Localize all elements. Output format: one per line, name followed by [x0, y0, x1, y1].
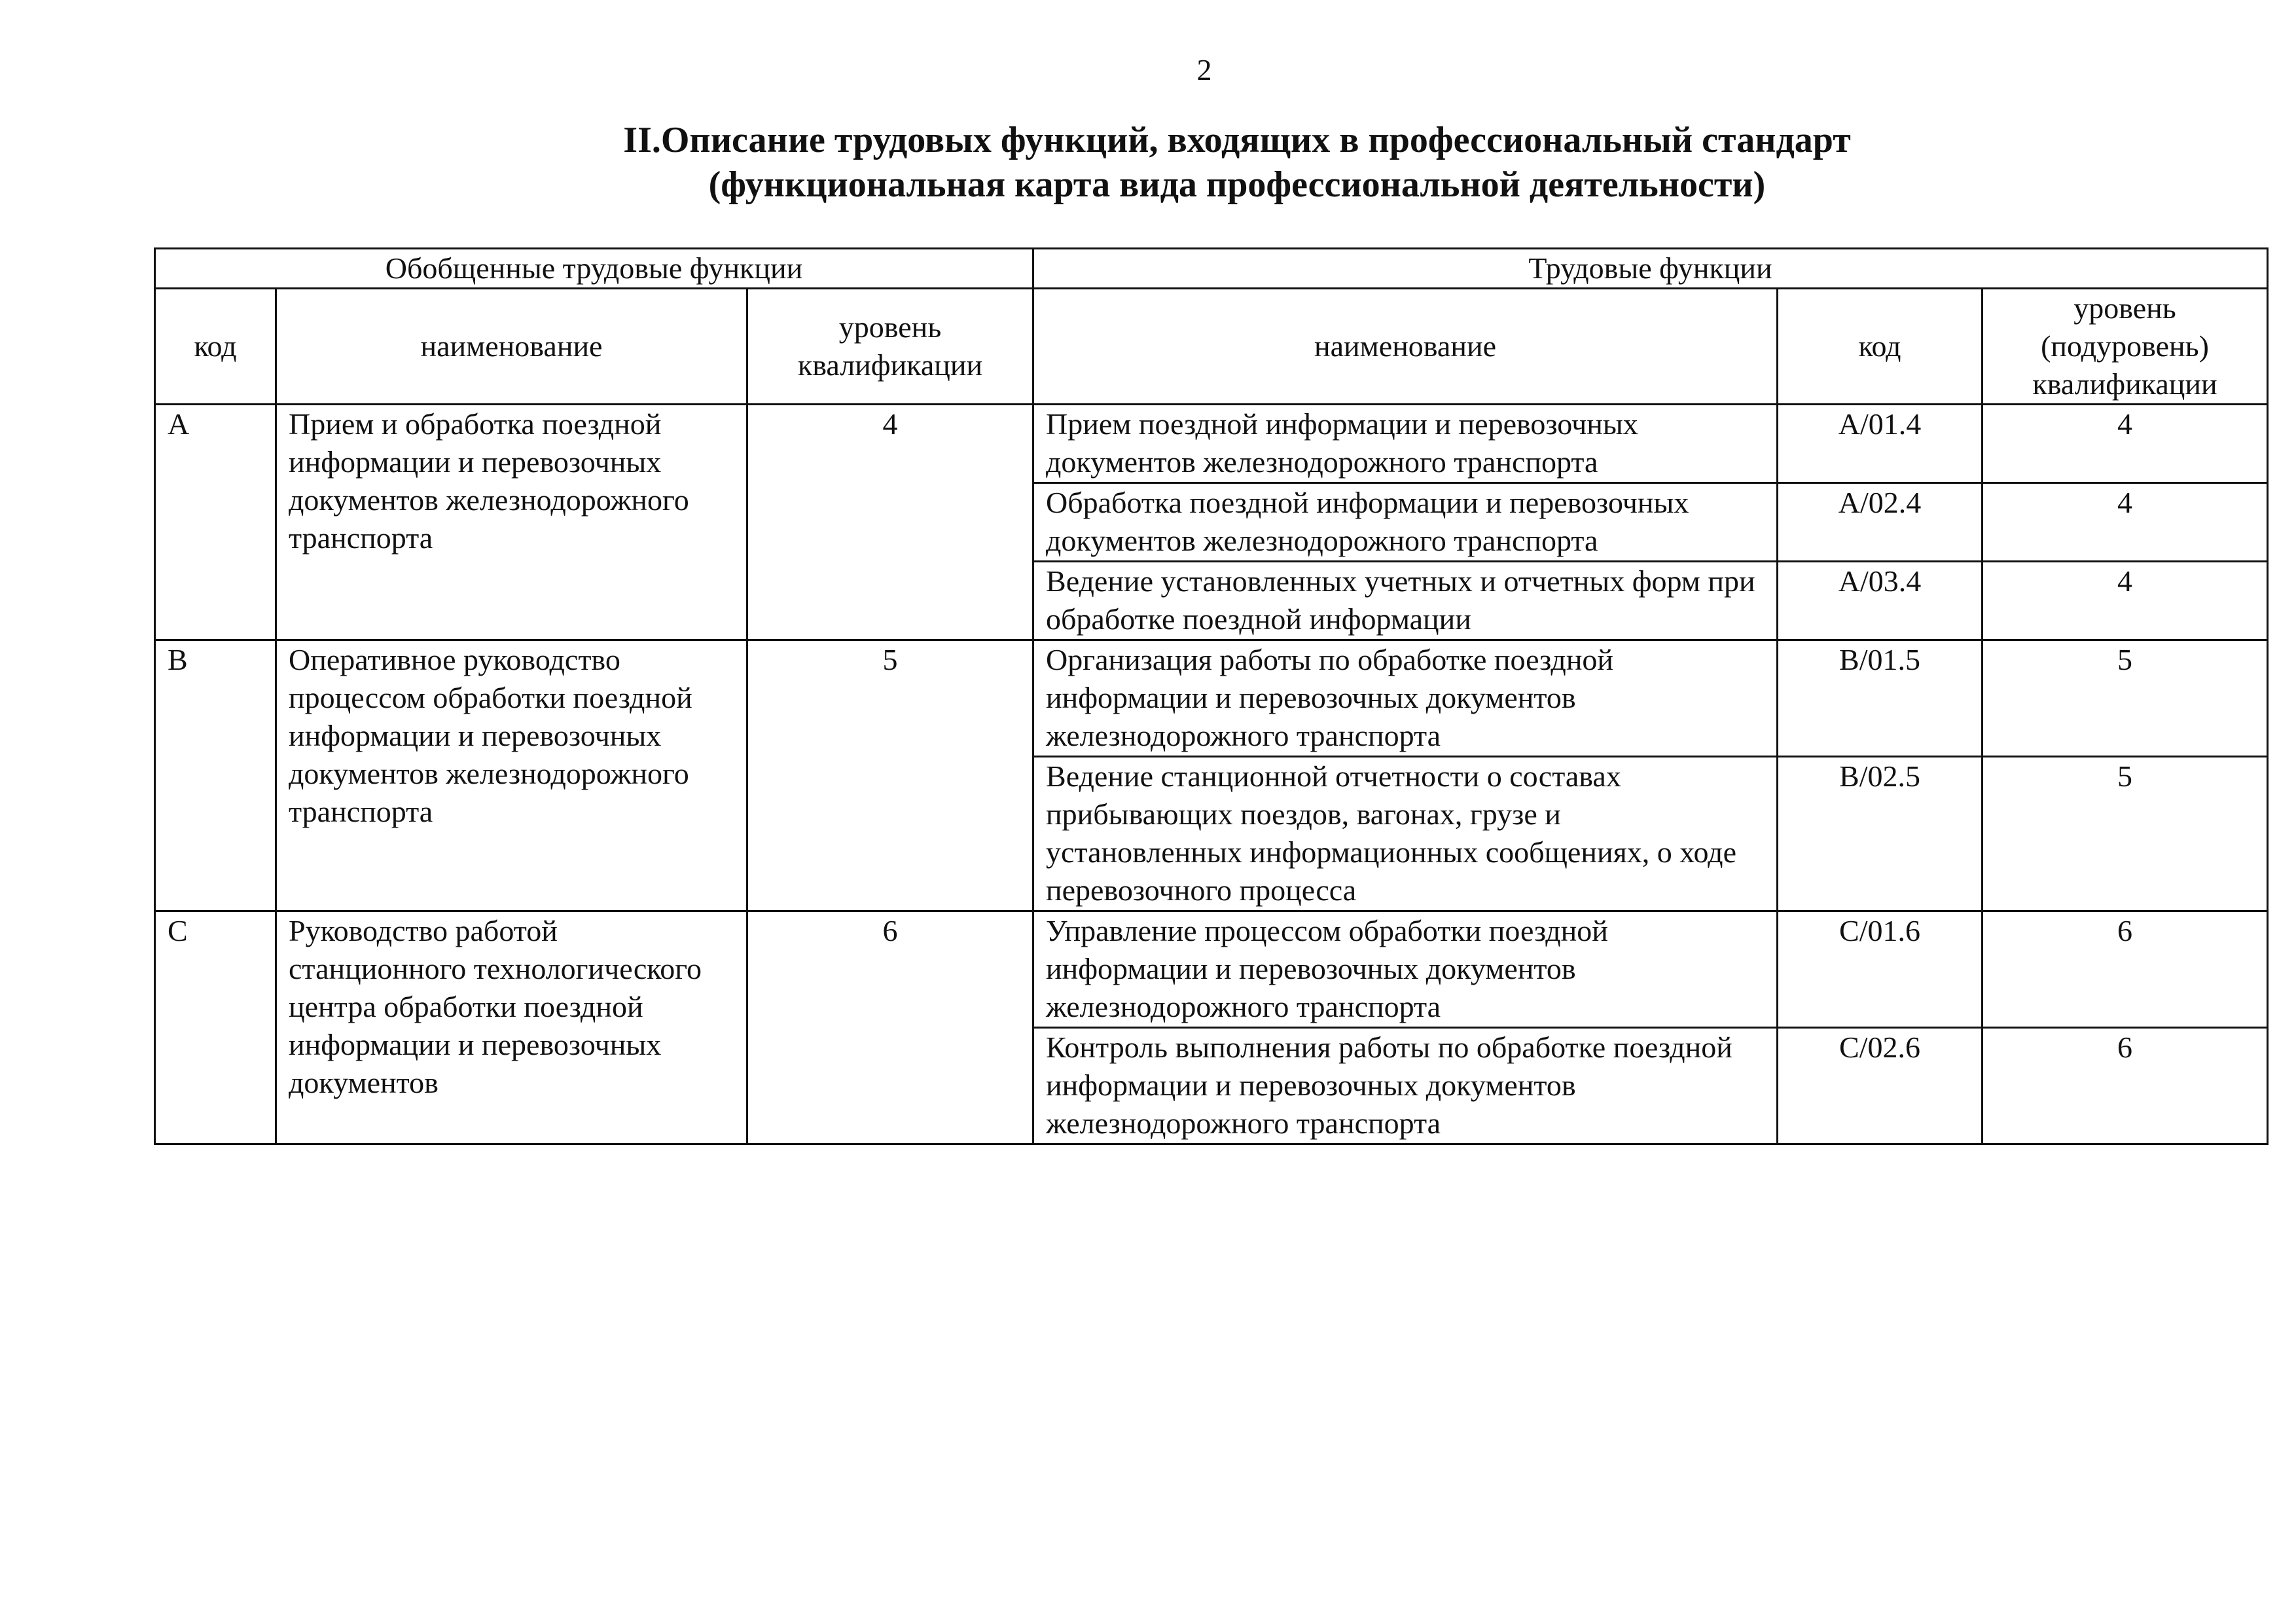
- column-header-gen-level: уровень квалификации: [747, 289, 1033, 405]
- group-code: A: [155, 405, 276, 640]
- function-level: 4: [1982, 562, 2268, 640]
- title-line-1: II.Описание трудовых функций, входящих в профессиональный стандарт: [623, 120, 1851, 160]
- function-name: Обработка поездной информации и перевозочных документов железнодорожного транспорта: [1033, 483, 1778, 562]
- function-name: Ведение установленных учетных и отчетных форм при обработке поездной информации: [1033, 562, 1778, 640]
- function-name: Контроль выполнения работы по обработке поездной информации и перевозочных документов железнодорожного транспорта: [1033, 1028, 1778, 1144]
- function-name: Организация работы по обработке поездной информации и перевозочных документов железнодорожного транспорта: [1033, 640, 1778, 757]
- column-header-fn-name: наименование: [1033, 289, 1778, 405]
- function-name: Прием поездной информации и перевозочных документов железнодорожного транспорта: [1033, 405, 1778, 483]
- function-name: Управление процессом обработки поездной информации и перевозочных документов железнодорожного транспорта: [1033, 911, 1778, 1028]
- header-generalized-functions: Обобщенные трудовые функции: [155, 249, 1033, 289]
- function-code: B/02.5: [1778, 757, 1982, 911]
- function-code: B/01.5: [1778, 640, 1982, 757]
- table-row: [155, 911, 2268, 1028]
- function-level: 4: [1982, 483, 2268, 562]
- function-name: Ведение станционной отчетности о составах прибывающих поездов, вагонах, грузе и установленных информационных сообщениях, о ходе перевозочного процесса: [1033, 757, 1778, 911]
- page-number: 2: [1196, 53, 1212, 86]
- group-name: Оперативное руководство процессом обработки поездной информации и перевозочных документов железнодорожного транспорта: [276, 640, 747, 911]
- group-level: 4: [747, 405, 1033, 640]
- function-level: 6: [1982, 1028, 2268, 1144]
- group-level: 5: [747, 640, 1033, 911]
- function-code: A/01.4: [1778, 405, 1982, 483]
- column-header-gen-code: код: [155, 289, 276, 405]
- table-row: [155, 640, 2268, 757]
- column-header-fn-level: уровень (подуровень) квалификации: [1982, 289, 2268, 405]
- function-level: 5: [1982, 640, 2268, 757]
- function-level: 5: [1982, 757, 2268, 911]
- group-code: B: [155, 640, 276, 911]
- title-line-2: (функциональная карта вида профессиональной деятельности): [708, 164, 1766, 205]
- page-title: [196, 118, 2278, 207]
- group-code: C: [155, 911, 276, 1144]
- function-code: C/02.6: [1778, 1028, 1982, 1144]
- function-code: A/03.4: [1778, 562, 1982, 640]
- function-level: 4: [1982, 405, 2268, 483]
- function-code: A/02.4: [1778, 483, 1982, 562]
- column-header-fn-code: код: [1778, 289, 1982, 405]
- group-level: 6: [747, 911, 1033, 1144]
- function-code: C/01.6: [1778, 911, 1982, 1028]
- column-header-gen-name: наименование: [276, 289, 747, 405]
- header-labor-functions: Трудовые функции: [1033, 249, 2268, 289]
- function-level: 6: [1982, 911, 2268, 1028]
- functional-map-table: [154, 247, 2269, 1145]
- group-name: Руководство работой станционного технологического центра обработки поездной информации и перевозочных документов: [276, 911, 747, 1144]
- group-name: Прием и обработка поездной информации и перевозочных документов железнодорожного транспорта: [276, 405, 747, 640]
- table-row: [155, 405, 2268, 483]
